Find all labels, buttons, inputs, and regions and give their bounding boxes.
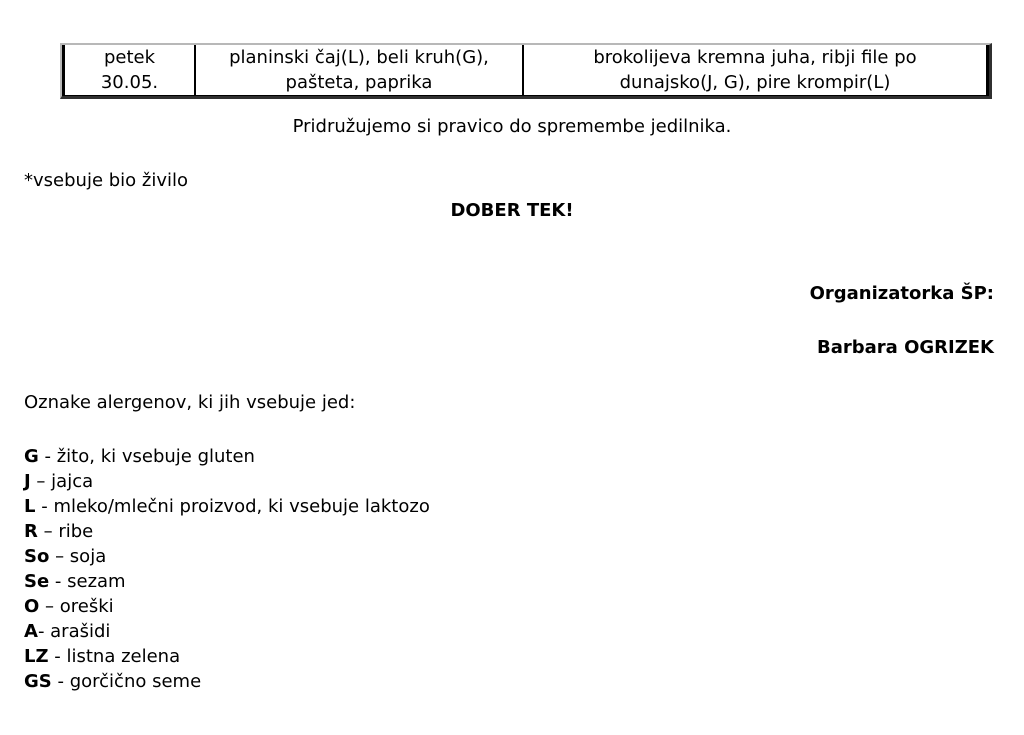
allergen-code: So [24,546,50,567]
allergen-code: A [24,621,38,642]
allergen-separator: - [51,671,70,692]
allergen-code: LZ [24,646,49,667]
allergen-separator: – [37,521,59,542]
breakfast-line-1: planinski čaj(L), beli kruh(G), [229,47,489,68]
breakfast-cell [195,45,523,96]
allergen-code: GS [24,671,52,692]
allergen-item [24,444,430,469]
lunch-cell [523,45,989,96]
allergen-item [24,594,430,619]
allergen-label: žito, ki vsebuje gluten [56,446,255,467]
allergen-code: O [24,596,40,617]
allergen-item [24,494,430,519]
menu-row [62,45,989,96]
allergen-separator: – [30,471,52,492]
organizer-name: Barbara OGRIZEK [817,337,994,358]
allergen-item [24,644,430,669]
allergen-code: R [24,521,38,542]
allergen-code: Se [24,571,50,592]
allergen-item [24,669,430,694]
allergen-label: oreški [59,596,114,617]
allergen-code: L [24,496,36,517]
lunch-line-2: dunajsko(J, G), pire krompir(L) [619,72,891,93]
allergen-code: G [24,446,39,467]
allergen-item [24,519,430,544]
allergen-separator: - [37,621,51,642]
allergen-item [24,569,430,594]
allergen-label: ribe [58,521,94,542]
allergen-separator: - [48,646,67,667]
day-date: 30.05. [100,72,159,93]
allergen-separator: – [49,546,70,567]
greeting: DOBER TEK! [450,200,574,221]
allergen-label: arašidi [50,621,111,642]
allergen-label: sezam [67,571,126,592]
allergen-separator: – [39,596,60,617]
allergen-separator: - [38,446,57,467]
day-name: petek [103,47,156,68]
allergen-item [24,619,430,644]
menu-change-notice: Pridružujemo si pravico do spremembe jedilnika. [292,116,732,137]
allergen-list [24,444,430,694]
lunch-line-1: brokolijeva kremna juha, ribji file po [593,47,917,68]
day-cell [62,45,195,96]
breakfast-line-2: pašteta, paprika [285,72,433,93]
allergen-separator: - [35,496,54,517]
allergen-item [24,469,430,494]
allergen-intro: Oznake alergenov, ki jih vsebuje jed: [24,392,356,413]
allergen-label: jajca [51,471,94,492]
allergen-item [24,544,430,569]
allergen-code: J [24,471,31,492]
bio-note: *vsebuje bio živilo [24,170,189,191]
allergen-label: listna zelena [66,646,181,667]
allergen-label: mleko/mlečni proizvod, ki vsebuje laktozo [53,496,430,517]
allergen-label: soja [69,546,107,567]
organizer-title: Organizatorka ŠP: [809,283,994,304]
menu-table [60,43,992,99]
allergen-label: gorčično seme [69,671,202,692]
allergen-separator: - [49,571,68,592]
